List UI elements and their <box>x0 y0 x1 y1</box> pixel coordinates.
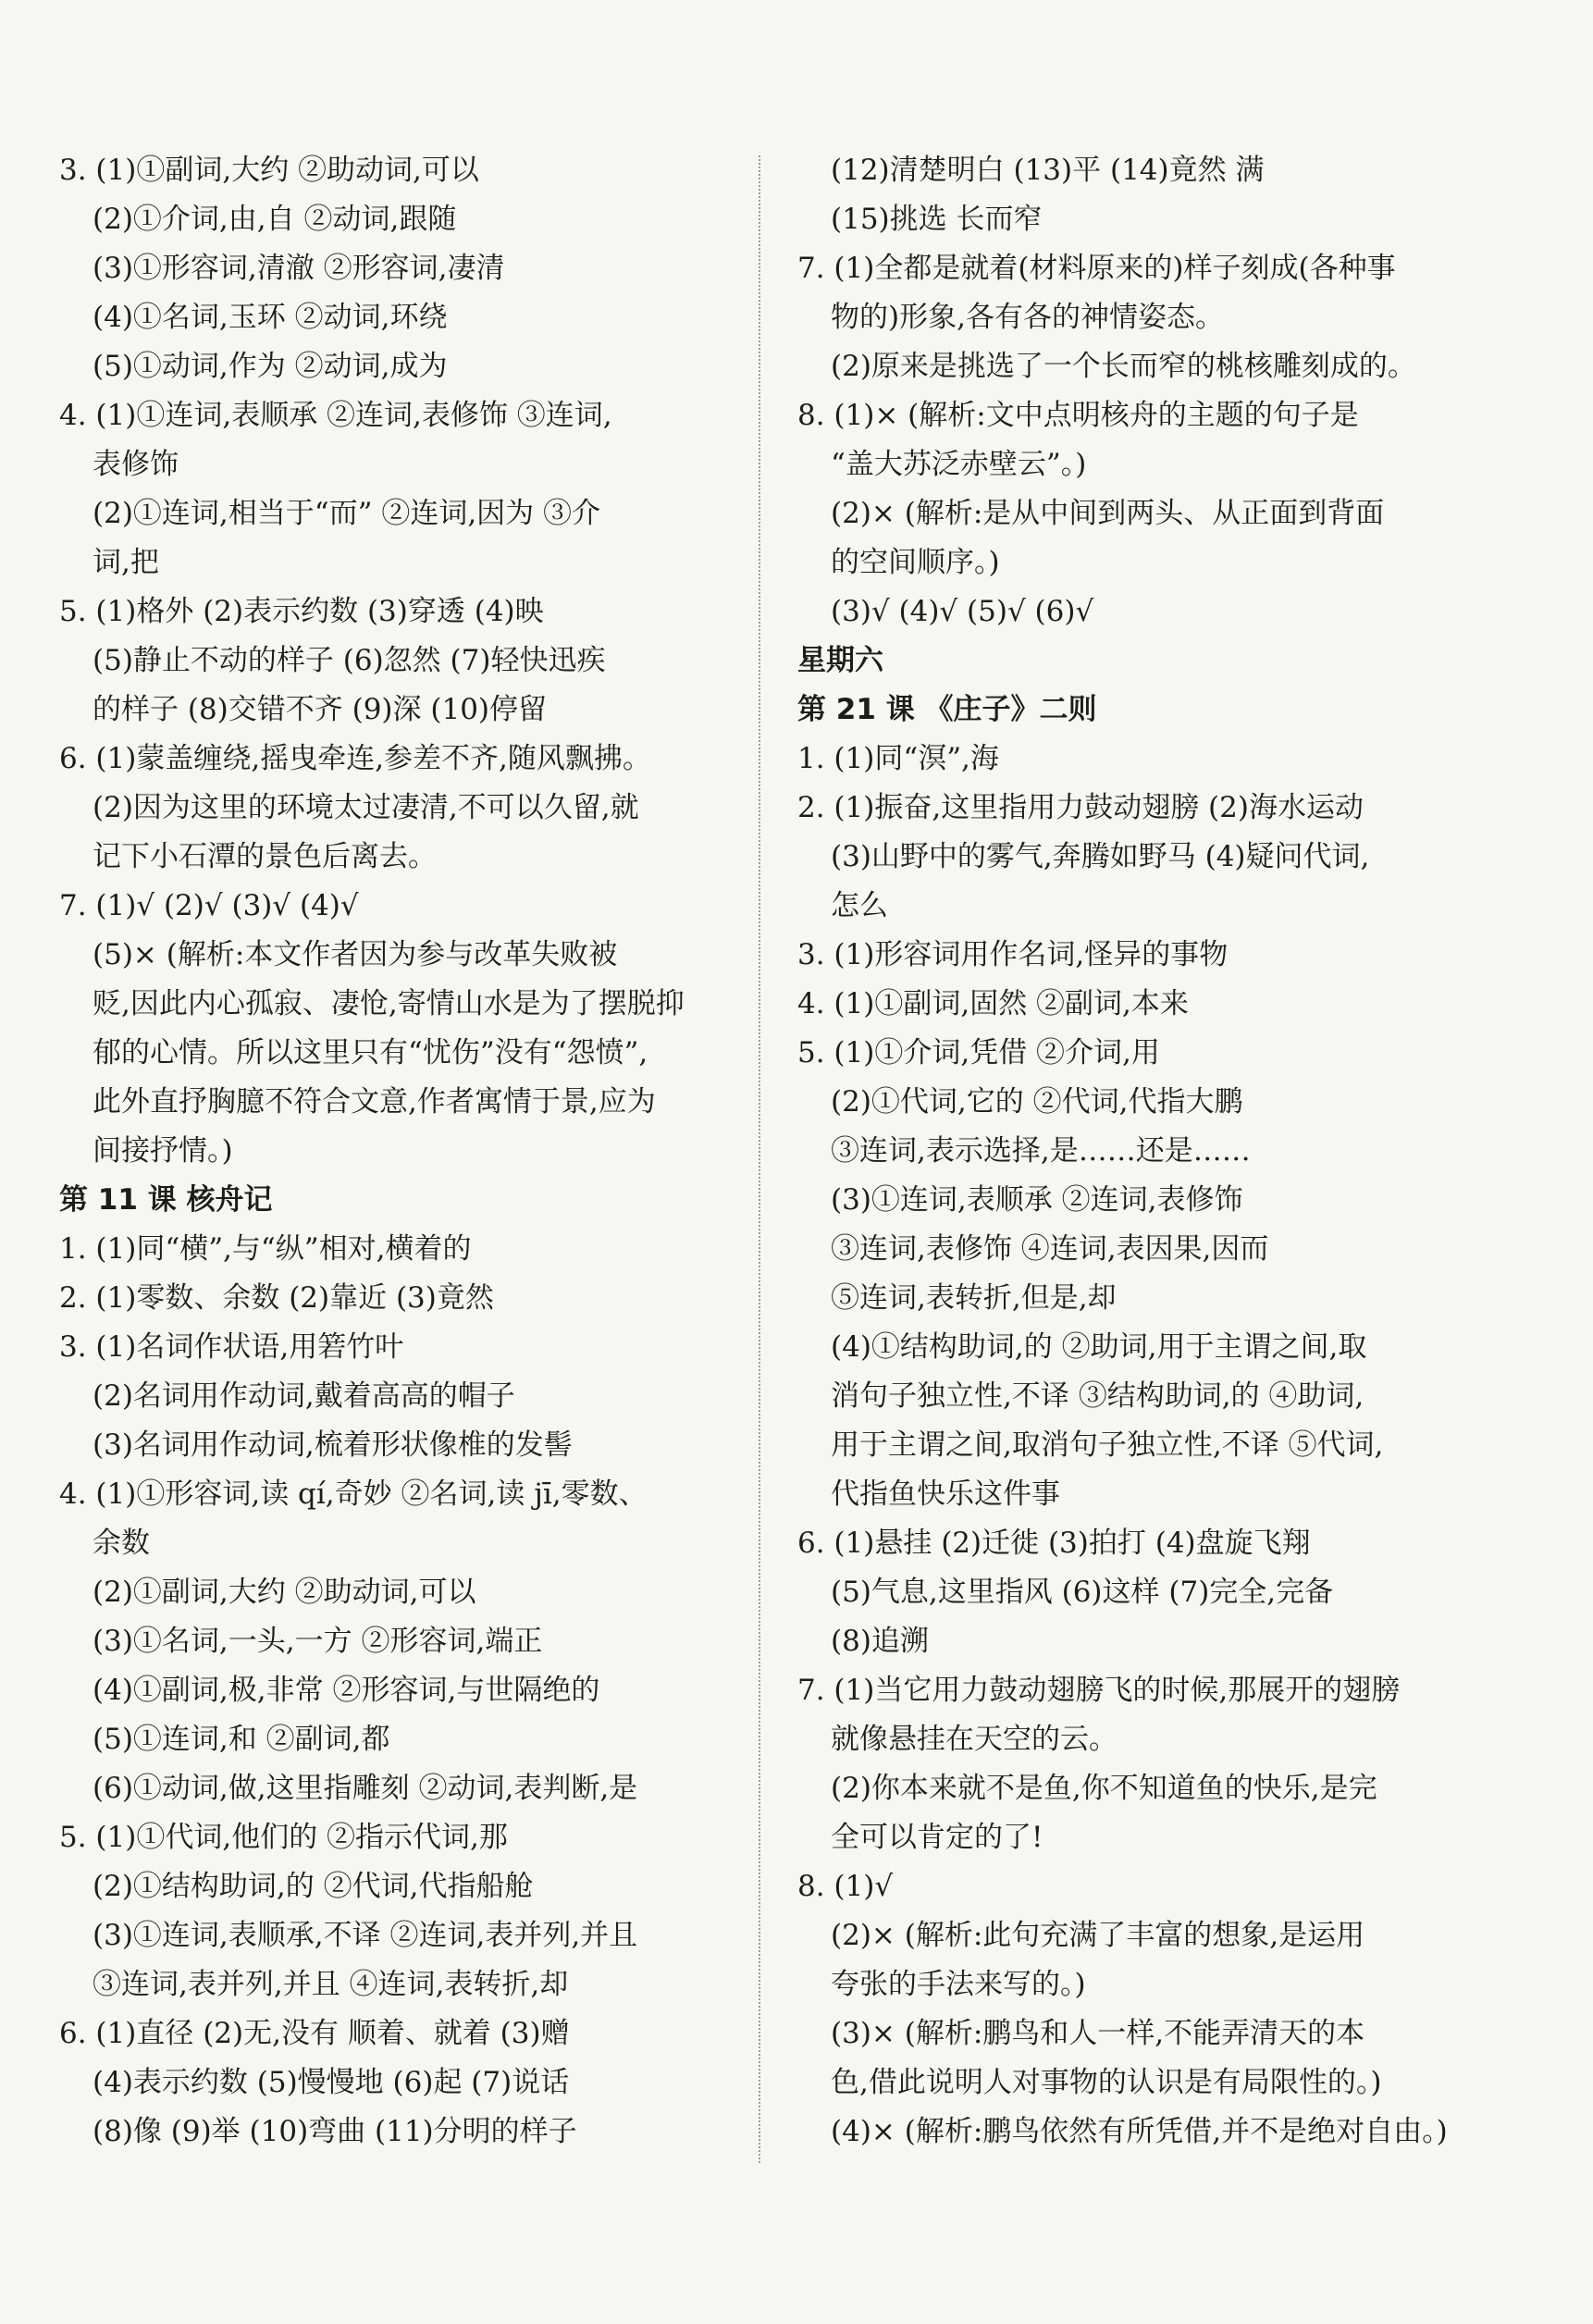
answer-line: 6. (1)直径 (2)无,没有 顺着、就着 (3)赠 <box>59 2017 570 2050</box>
answer-line: “盖大苏泛赤壁云”。) <box>831 448 1087 481</box>
answer-line: 3. (1)①副词,大约 ②助动词,可以 <box>59 154 479 187</box>
answer-line: (8)追溯 <box>831 1625 929 1658</box>
answer-line: (15)挑选 长而窄 <box>831 203 1043 236</box>
answer-line: 4. (1)①连词,表顺承 ②连词,表修饰 ③连词, <box>59 399 612 432</box>
answer-line: 6. (1)悬挂 (2)迁徙 (3)拍打 (4)盘旋飞翔 <box>797 1527 1311 1560</box>
answer-line: 记下小石潭的景色后离去。 <box>93 840 437 873</box>
answer-line: (4)①副词,极,非常 ②形容词,与世隔绝的 <box>93 1674 600 1707</box>
answer-line: 色,借此说明人对事物的认识是有局限性的。) <box>831 2066 1382 2099</box>
answer-line: (3)①连词,表顺承 ②连词,表修饰 <box>831 1183 1243 1217</box>
answer-line: 5. (1)格外 (2)表示约数 (3)穿透 (4)映 <box>59 595 544 628</box>
answer-line: (3)①连词,表顺承,不译 ②连词,表并列,并且 <box>93 1919 638 1952</box>
column-divider <box>759 155 760 2163</box>
answer-line: 就像悬挂在天空的云。 <box>831 1723 1118 1756</box>
answer-line: 7. (1)当它用力鼓动翅膀飞的时候,那展开的翅膀 <box>797 1674 1401 1707</box>
answer-line: 4. (1)①副词,固然 ②副词,本来 <box>797 987 1189 1020</box>
answer-line: (2)你本来就不是鱼,你不知道鱼的快乐,是完 <box>831 1772 1377 1805</box>
answer-line: (4)× (解析:鹏鸟依然有所凭借,并不是绝对自由。) <box>831 2115 1448 2148</box>
answer-line: 3. (1)形容词用作名词,怪异的事物 <box>797 938 1229 971</box>
answer-line: 贬,因此内心孤寂、凄怆,寄情山水是为了摆脱抑 <box>93 987 685 1020</box>
answer-line: (2)①连词,相当于“而” ②连词,因为 ③介 <box>93 497 601 530</box>
answer-line: (3)名词用作动词,梳着形状像椎的发髻 <box>93 1428 573 1462</box>
answer-line: (3)①形容词,清澈 ②形容词,凄清 <box>93 252 505 285</box>
answer-line: 余数 <box>93 1527 150 1560</box>
answer-line: 间接抒情。) <box>93 1134 233 1168</box>
answer-line: 6. (1)蒙盖缠绕,摇曳牵连,参差不齐,随风飘拂。 <box>59 742 651 775</box>
answer-line: ③连词,表修饰 ④连词,表因果,因而 <box>831 1232 1269 1266</box>
answer-line: 7. (1)全都是就着(材料原来的)样子刻成(各种事 <box>797 252 1396 285</box>
answer-line: (3)①名词,一头,一方 ②形容词,端正 <box>93 1625 543 1658</box>
answer-line: (5)气息,这里指风 (6)这样 (7)完全,完备 <box>831 1576 1334 1609</box>
answer-line: 1. (1)同“横”,与“纵”相对,横着的 <box>59 1232 472 1266</box>
answer-line: 8. (1)× (解析:文中点明核舟的主题的句子是 <box>797 399 1359 432</box>
left-column <box>59 146 753 2157</box>
answer-line: 物的)形象,各有各的神情姿态。 <box>831 301 1224 334</box>
answer-line: 表修饰 <box>93 448 179 481</box>
answer-line: (5)静止不动的样子 (6)忽然 (7)轻快迅疾 <box>93 644 606 677</box>
answer-line: 消句子独立性,不译 ③结构助词,的 ④助词, <box>831 1379 1365 1413</box>
section-heading: 第 21 课 《庄子》二则 <box>797 693 1097 726</box>
answer-line: (2)①代词,它的 ②代词,代指大鹏 <box>831 1085 1243 1119</box>
answer-line: (4)①名词,玉环 ②动词,环绕 <box>93 301 448 334</box>
answer-line: 1. (1)同“溟”,海 <box>797 742 999 775</box>
answer-line: 8. (1)√ <box>797 1870 894 1903</box>
answer-line: 2. (1)振奋,这里指用力鼓动翅膀 (2)海水运动 <box>797 791 1364 824</box>
answer-line: 代指鱼快乐这件事 <box>831 1477 1060 1511</box>
answer-line: (2)原来是挑选了一个长而窄的桃核雕刻成的。 <box>831 350 1416 383</box>
answer-line: (3)山野中的雾气,奔腾如野马 (4)疑问代词, <box>831 840 1370 873</box>
answer-line: ⑤连词,表转折,但是,却 <box>831 1281 1117 1315</box>
section-heading: 第 11 课 核舟记 <box>59 1183 273 1217</box>
answer-line: (5)①动词,作为 ②动词,成为 <box>93 350 448 383</box>
answer-line: 5. (1)①介词,凭借 ②介词,用 <box>797 1036 1160 1069</box>
answer-line: (2)①介词,由,自 ②动词,跟随 <box>93 203 457 236</box>
answer-line: 5. (1)①代词,他们的 ②指示代词,那 <box>59 1821 508 1854</box>
answer-line: 怎么 <box>831 889 888 922</box>
answer-line: (5)①连词,和 ②副词,都 <box>93 1723 390 1756</box>
answer-line: (2)× (解析:此句充满了丰富的想象,是运用 <box>831 1919 1365 1952</box>
answer-line: 夸张的手法来写的。) <box>831 1968 1086 2001</box>
answer-line: ③连词,表示选择,是……还是…… <box>831 1134 1251 1168</box>
right-column <box>797 146 1469 2157</box>
answer-line: 词,把 <box>93 546 159 579</box>
answer-line: (2)①副词,大约 ②助动词,可以 <box>93 1576 476 1609</box>
answer-line: (6)①动词,做,这里指雕刻 ②动词,表判断,是 <box>93 1772 638 1805</box>
answer-line: (4)表示约数 (5)慢慢地 (6)起 (7)说话 <box>93 2066 570 2099</box>
answer-line: 郁的心情。所以这里只有“忧伤”没有“怨愤”, <box>93 1036 648 1069</box>
answer-line: 4. (1)①形容词,读 qí,奇妙 ②名词,读 jī,零数、 <box>59 1477 648 1511</box>
answer-line: (5)× (解析:本文作者因为参与改革失败被 <box>93 938 618 971</box>
answer-line: ③连词,表并列,并且 ④连词,表转折,却 <box>93 1968 569 2001</box>
answer-line: 7. (1)√ (2)√ (3)√ (4)√ <box>59 889 359 922</box>
answer-line: (2)× (解析:是从中间到两头、从正面到背面 <box>831 497 1385 530</box>
answer-line: (3)√ (4)√ (5)√ (6)√ <box>831 595 1094 628</box>
answer-line: (2)名词用作动词,戴着高高的帽子 <box>93 1379 515 1413</box>
answer-line: 全可以肯定的了! <box>831 1821 1043 1854</box>
answer-line: 用于主谓之间,取消句子独立性,不译 ⑤代词, <box>831 1428 1384 1462</box>
answer-line: (3)× (解析:鹏鸟和人一样,不能弄清天的本 <box>831 2017 1365 2050</box>
answer-line: 此外直抒胸臆不符合文意,作者寓情于景,应为 <box>93 1085 656 1119</box>
answer-line: 2. (1)零数、余数 (2)靠近 (3)竟然 <box>59 1281 494 1315</box>
answer-line: (12)清楚明白 (13)平 (14)竟然 满 <box>831 154 1265 187</box>
answer-line: (2)①结构助词,的 ②代词,代指船舱 <box>93 1870 534 1903</box>
answer-line: (8)像 (9)举 (10)弯曲 (11)分明的样子 <box>93 2115 577 2148</box>
section-heading: 星期六 <box>797 644 883 677</box>
answer-line: (2)因为这里的环境太过凄清,不可以久留,就 <box>93 791 639 824</box>
answer-line: (4)①结构助词,的 ②助词,用于主谓之间,取 <box>831 1330 1367 1364</box>
answer-line: 的样子 (8)交错不齐 (9)深 (10)停留 <box>93 693 548 726</box>
answer-line: 的空间顺序。) <box>831 546 1000 579</box>
answer-line: 3. (1)名词作状语,用箬竹叶 <box>59 1330 404 1364</box>
